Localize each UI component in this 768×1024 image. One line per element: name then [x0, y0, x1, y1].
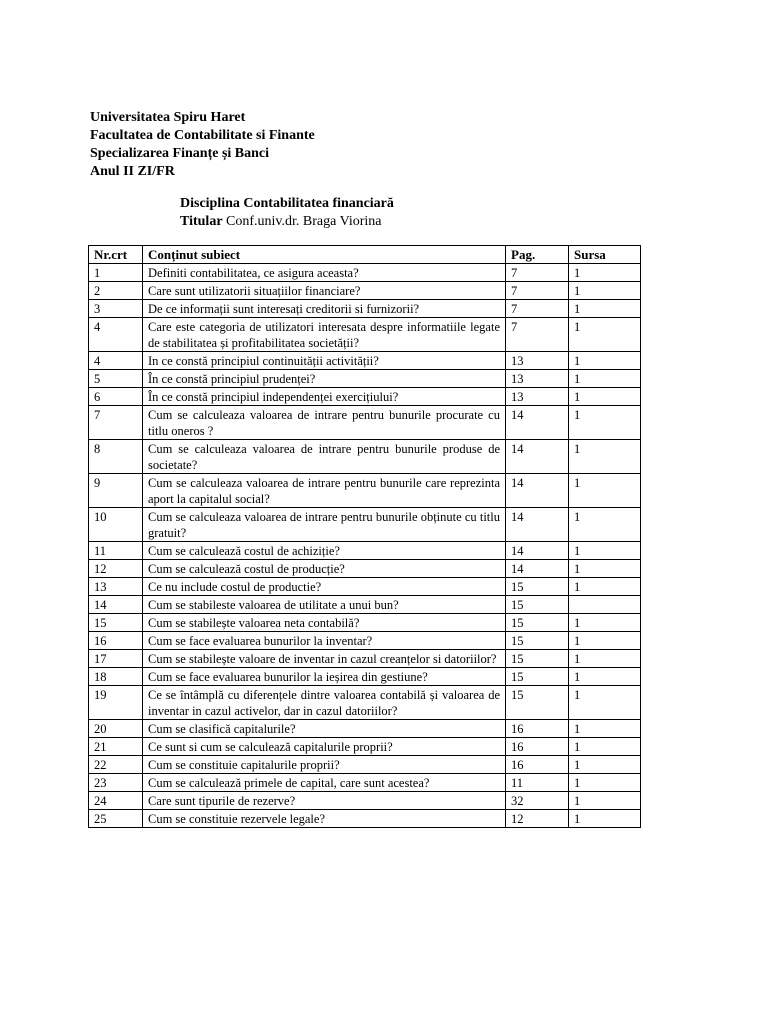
row-number-cell: 11 [89, 542, 143, 560]
page-cell: 15 [506, 596, 569, 614]
source-cell: 1 [569, 352, 641, 370]
question-cell: In ce constă principiul continuității activității? [143, 352, 506, 370]
source-cell: 1 [569, 474, 641, 508]
row-number-cell: 15 [89, 614, 143, 632]
table-row [89, 300, 641, 318]
question-cell: Cum se constituie rezervele legale? [143, 810, 506, 828]
page-cell: 7 [506, 300, 569, 318]
source-cell: 1 [569, 720, 641, 738]
row-number-cell: 3 [89, 300, 143, 318]
page-cell: 7 [506, 318, 569, 352]
question-cell: Cum se face evaluarea bunurilor la ieșirea din gestiune? [143, 668, 506, 686]
row-number-cell: 16 [89, 632, 143, 650]
page-cell: 13 [506, 352, 569, 370]
page-cell: 15 [506, 614, 569, 632]
page-cell: 32 [506, 792, 569, 810]
source-cell: 1 [569, 650, 641, 668]
table-row [89, 542, 641, 560]
table-row [89, 686, 641, 720]
question-cell: Care este categoria de utilizatori interesata despre informatiile legate de stabilitatea și profitabilitatea societății? [143, 318, 506, 352]
row-number-cell: 25 [89, 810, 143, 828]
document-header [90, 109, 690, 181]
question-cell: Cum se calculează costul de achiziție? [143, 542, 506, 560]
source-cell: 1 [569, 388, 641, 406]
question-cell: Cum se constituie capitalurile proprii? [143, 756, 506, 774]
specialization: Specializarea Finanțe și Banci [90, 146, 270, 161]
question-cell: Cum se calculeaza valoarea de intrare pentru bunurile produse de societate? [143, 440, 506, 474]
table-row [89, 632, 641, 650]
question-cell: Cum se face evaluarea bunurilor la inventar? [143, 632, 506, 650]
source-cell: 1 [569, 508, 641, 542]
question-cell: Ce nu include costul de productie? [143, 578, 506, 596]
page-cell: 14 [506, 474, 569, 508]
question-cell: În ce constă principiul independenței exercițiului? [143, 388, 506, 406]
source-cell: 1 [569, 668, 641, 686]
table-row [89, 774, 641, 792]
page-cell: 12 [506, 810, 569, 828]
study-year: Anul II ZI/FR [90, 164, 175, 179]
source-cell: 1 [569, 774, 641, 792]
row-number-cell: 7 [89, 406, 143, 440]
table-row [89, 440, 641, 474]
source-cell: 1 [569, 264, 641, 282]
page-cell: 13 [506, 370, 569, 388]
source-cell: 1 [569, 282, 641, 300]
table-row [89, 650, 641, 668]
table-row [89, 668, 641, 686]
table-row [89, 406, 641, 440]
discipline-title: Disciplina Contabilitatea financiară [180, 196, 394, 211]
table-row [89, 810, 641, 828]
row-number-cell: 13 [89, 578, 143, 596]
row-number-cell: 22 [89, 756, 143, 774]
row-number-cell: 23 [89, 774, 143, 792]
table-row [89, 388, 641, 406]
titular-name: Conf.univ.dr. Braga Viorina [222, 214, 382, 229]
question-cell: Cum se calculeaza valoarea de intrare pentru bunurile care reprezinta aport la capitalul social? [143, 474, 506, 508]
page-cell: 16 [506, 738, 569, 756]
source-cell: 1 [569, 578, 641, 596]
row-number-cell: 20 [89, 720, 143, 738]
page-cell: 15 [506, 578, 569, 596]
titular-label: Titular [180, 214, 223, 229]
page-cell: 14 [506, 440, 569, 474]
page-cell: 16 [506, 756, 569, 774]
source-cell: 1 [569, 300, 641, 318]
source-cell: 1 [569, 756, 641, 774]
row-number-cell: 4 [89, 352, 143, 370]
table-row [89, 264, 641, 282]
faculty-name: Facultatea de Contabilitate si Finante [90, 128, 315, 143]
source-cell: 1 [569, 440, 641, 474]
page-cell: 15 [506, 632, 569, 650]
table-row [89, 370, 641, 388]
page-cell: 16 [506, 720, 569, 738]
question-cell: În ce constă principiul prudenței? [143, 370, 506, 388]
page-cell: 13 [506, 388, 569, 406]
question-cell: De ce informații sunt interesați creditorii si furnizorii? [143, 300, 506, 318]
table-row [89, 282, 641, 300]
question-cell: Cum se stabilește valoarea neta contabilă? [143, 614, 506, 632]
question-cell: Care sunt tipurile de rezerve? [143, 792, 506, 810]
source-cell: 1 [569, 810, 641, 828]
source-cell: 1 [569, 738, 641, 756]
table-row [89, 318, 641, 352]
titular-line [180, 213, 680, 231]
question-cell: Cum se calculeaza valoarea de intrare pentru bunurile obținute cu titlu gratuit? [143, 508, 506, 542]
column-header-nr: Nr.crt [89, 246, 143, 264]
question-cell: Cum se stabilește valoare de inventar in cazul creanțelor si datoriilor? [143, 650, 506, 668]
source-cell: 1 [569, 370, 641, 388]
row-number-cell: 5 [89, 370, 143, 388]
row-number-cell: 18 [89, 668, 143, 686]
page-cell: 14 [506, 542, 569, 560]
source-cell [569, 596, 641, 614]
table-row [89, 474, 641, 508]
question-cell: Cum se stabileste valoarea de utilitate a unui bun? [143, 596, 506, 614]
question-cell: Care sunt utilizatorii situațiilor financiare? [143, 282, 506, 300]
question-cell: Cum se calculează costul de producție? [143, 560, 506, 578]
table-body [89, 264, 641, 828]
row-number-cell: 17 [89, 650, 143, 668]
source-cell: 1 [569, 560, 641, 578]
source-cell: 1 [569, 542, 641, 560]
row-number-cell: 4 [89, 318, 143, 352]
university-name: Universitatea Spiru Haret [90, 110, 246, 125]
question-cell: Ce sunt si cum se calculează capitalurile proprii? [143, 738, 506, 756]
row-number-cell: 21 [89, 738, 143, 756]
column-header-content: Conținut subiect [143, 246, 506, 264]
table-row [89, 352, 641, 370]
subjects-table [88, 245, 641, 828]
question-cell: Definiti contabilitatea, ce asigura aceasta? [143, 264, 506, 282]
source-cell: 1 [569, 632, 641, 650]
page-cell: 7 [506, 264, 569, 282]
table-row [89, 508, 641, 542]
source-cell: 1 [569, 318, 641, 352]
source-cell: 1 [569, 792, 641, 810]
row-number-cell: 12 [89, 560, 143, 578]
source-cell: 1 [569, 614, 641, 632]
page-cell: 15 [506, 686, 569, 720]
table-header-row [89, 246, 641, 264]
page-cell: 11 [506, 774, 569, 792]
row-number-cell: 6 [89, 388, 143, 406]
source-cell: 1 [569, 686, 641, 720]
page-cell: 7 [506, 282, 569, 300]
row-number-cell: 24 [89, 792, 143, 810]
table-row [89, 738, 641, 756]
table-row [89, 578, 641, 596]
discipline-info [180, 195, 680, 231]
source-cell: 1 [569, 406, 641, 440]
table-row [89, 614, 641, 632]
row-number-cell: 1 [89, 264, 143, 282]
row-number-cell: 19 [89, 686, 143, 720]
table-row [89, 756, 641, 774]
column-header-page: Pag. [506, 246, 569, 264]
table-row [89, 596, 641, 614]
row-number-cell: 14 [89, 596, 143, 614]
question-cell: Cum se calculează primele de capital, care sunt acestea? [143, 774, 506, 792]
row-number-cell: 2 [89, 282, 143, 300]
page-cell: 15 [506, 650, 569, 668]
column-header-source: Sursa [569, 246, 641, 264]
page-cell: 15 [506, 668, 569, 686]
table-row [89, 792, 641, 810]
row-number-cell: 10 [89, 508, 143, 542]
row-number-cell: 8 [89, 440, 143, 474]
table-row [89, 720, 641, 738]
page-cell: 14 [506, 560, 569, 578]
row-number-cell: 9 [89, 474, 143, 508]
question-cell: Cum se clasifică capitalurile? [143, 720, 506, 738]
page-cell: 14 [506, 508, 569, 542]
question-cell: Cum se calculeaza valoarea de intrare pentru bunurile procurate cu titlu oneros ? [143, 406, 506, 440]
question-cell: Ce se întâmplă cu diferențele dintre valoarea contabilă și valoarea de inventar in cazul activelor, dar in cazul datoriilor? [143, 686, 506, 720]
page-cell: 14 [506, 406, 569, 440]
table-row [89, 560, 641, 578]
